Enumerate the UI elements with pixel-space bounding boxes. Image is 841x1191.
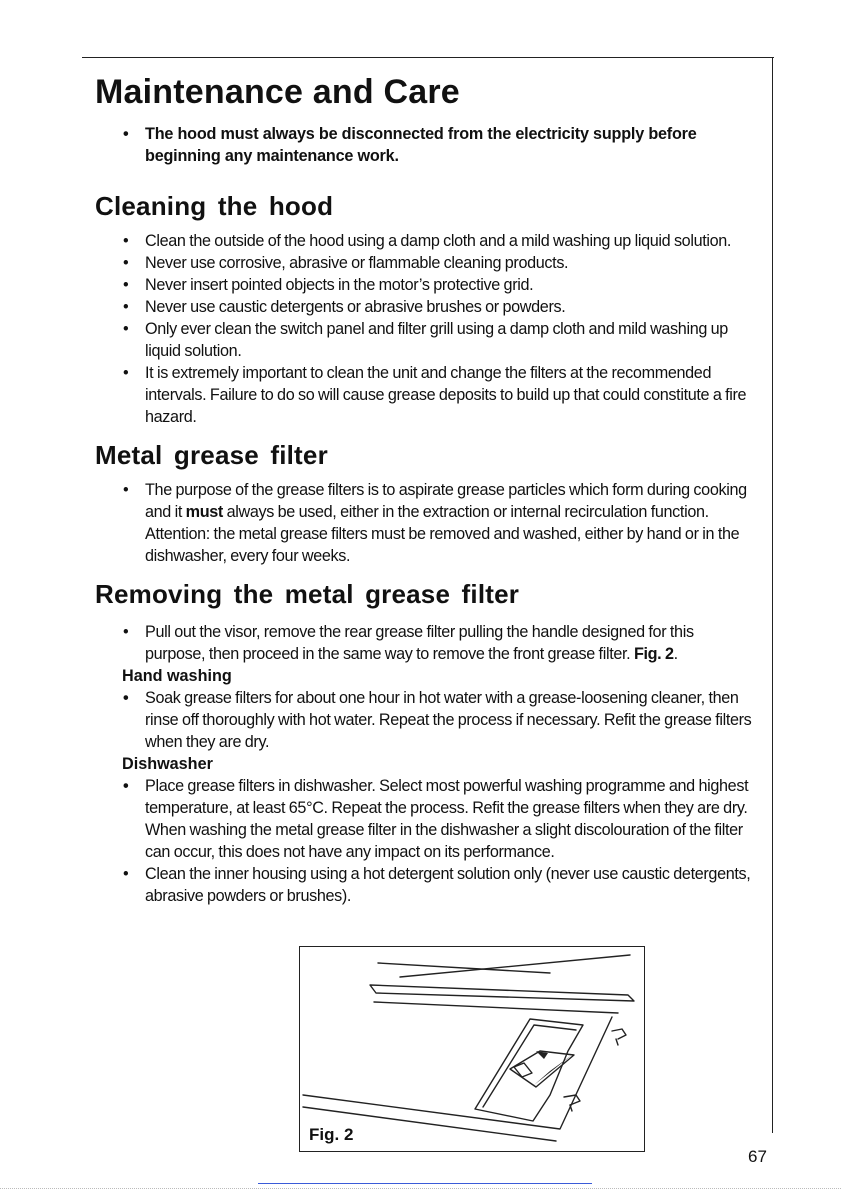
warning-text: The hood must always be disconnected from the electricity supply before beginning any maintenance work. bbox=[145, 125, 697, 165]
list-item bbox=[95, 775, 755, 863]
top-rule bbox=[82, 57, 774, 58]
list-item bbox=[95, 687, 755, 753]
bottom-dotted-border bbox=[0, 1188, 841, 1189]
section-heading-removing: Removing the metal grease filter bbox=[95, 579, 520, 609]
bullet: • bbox=[123, 320, 129, 338]
page-number: 67 bbox=[748, 1147, 767, 1166]
bullet: • bbox=[123, 364, 129, 382]
bullet: • bbox=[123, 777, 129, 795]
bottom-link-line bbox=[258, 1183, 592, 1184]
bullet: • bbox=[123, 623, 129, 641]
list-item bbox=[95, 252, 755, 274]
subheading-hand-washing: Hand washing bbox=[122, 667, 232, 685]
metal-filter-list bbox=[95, 479, 755, 567]
list-item bbox=[95, 863, 755, 907]
bullet: • bbox=[123, 254, 129, 272]
list-item-text: It is extremely important to clean the unit and change the filters at the recommended intervals. Failure to do so will cause grease deposits to build up that could constitute a fire hazard. bbox=[145, 364, 747, 426]
list-item-text: Never use corrosive, abrasive or flammable cleaning products. bbox=[145, 254, 569, 272]
list-item bbox=[95, 479, 755, 567]
list-item-text: Place grease filters in dishwasher. Select most powerful washing programme and highest temperature, at least 65°C. Repeat the process. Refit the grease filters when they are dry. When washing the metal grease filter in the dishwasher a slight discolouration of the filter can occur, this does not have any impact on its performance. bbox=[145, 777, 749, 861]
side-rule bbox=[772, 57, 773, 1133]
emphasis-must: must bbox=[185, 503, 223, 521]
bullet: • bbox=[123, 276, 129, 294]
list-item: • Pull out the visor, remove the rear grease filter pulling the handle designed for this purpose, then proceed in the same way to remove the front grease filter. Fig. 2. bbox=[123, 623, 694, 663]
bullet: • bbox=[123, 125, 129, 143]
list-item bbox=[95, 230, 755, 252]
list-item-text: Soak grease filters for about one hour in hot water with a grease-loosening cleaner, then rinse off thoroughly with hot water. Repeat the process if necessary. Refit the grease filters when they are dry. bbox=[145, 689, 752, 751]
list-item-text: Clean the inner housing using a hot detergent solution only (never use caustic detergents, abrasive powders or brushes). bbox=[145, 865, 751, 905]
bullet: • bbox=[123, 865, 129, 883]
bullet: • bbox=[123, 232, 129, 250]
figure-caption: Fig. 2 bbox=[309, 1125, 354, 1144]
list-item bbox=[95, 318, 755, 362]
dishwasher-list bbox=[95, 775, 755, 907]
hand-washing-list bbox=[95, 687, 755, 753]
hood-drawing-illustration bbox=[300, 947, 643, 1150]
list-item-text: Pull out the visor, remove the rear grease filter pulling the handle designed for this purpose, then proceed in the same way to remove the front grease filter. bbox=[145, 623, 694, 663]
removing-list bbox=[95, 621, 755, 665]
list-item bbox=[95, 296, 755, 318]
bullet: • bbox=[123, 689, 129, 707]
cleaning-list bbox=[95, 230, 755, 428]
list-item-text: Never insert pointed objects in the motor’s protective grid. bbox=[145, 276, 534, 294]
list-item bbox=[95, 274, 755, 296]
warning-item bbox=[95, 123, 755, 167]
list-item-text: Clean the outside of the hood using a damp cloth and a mild washing up liquid solution. bbox=[145, 232, 732, 250]
figure-grease-filter-removal bbox=[299, 946, 645, 1152]
list-item-text: always be used, either in the extraction or internal recirculation function. Attention: the metal grease filters must be removed and washed, either by hand or in the dishwasher, every four weeks. bbox=[145, 503, 740, 565]
section-heading-metal-filter: Metal grease filter bbox=[95, 440, 328, 470]
list-item-text: Never use caustic detergents or abrasive brushes or powders. bbox=[145, 298, 566, 316]
section-heading-cleaning: Cleaning the hood bbox=[95, 191, 334, 221]
list-item-text: Only ever clean the switch panel and filter grill using a damp cloth and mild washing up liquid solution. bbox=[145, 320, 728, 360]
list-item bbox=[95, 362, 755, 428]
page-title: Maintenance and Care bbox=[95, 73, 460, 111]
page-content bbox=[95, 72, 755, 907]
bullet: • bbox=[123, 481, 129, 499]
bullet: • bbox=[123, 298, 129, 316]
subheading-dishwasher: Dishwasher bbox=[122, 755, 213, 773]
list-item-text: The purpose of the grease filters is to aspirate grease particles which form during cooking and it bbox=[145, 481, 747, 521]
figure-reference: Fig. 2 bbox=[633, 645, 674, 663]
warning-list bbox=[95, 123, 755, 167]
